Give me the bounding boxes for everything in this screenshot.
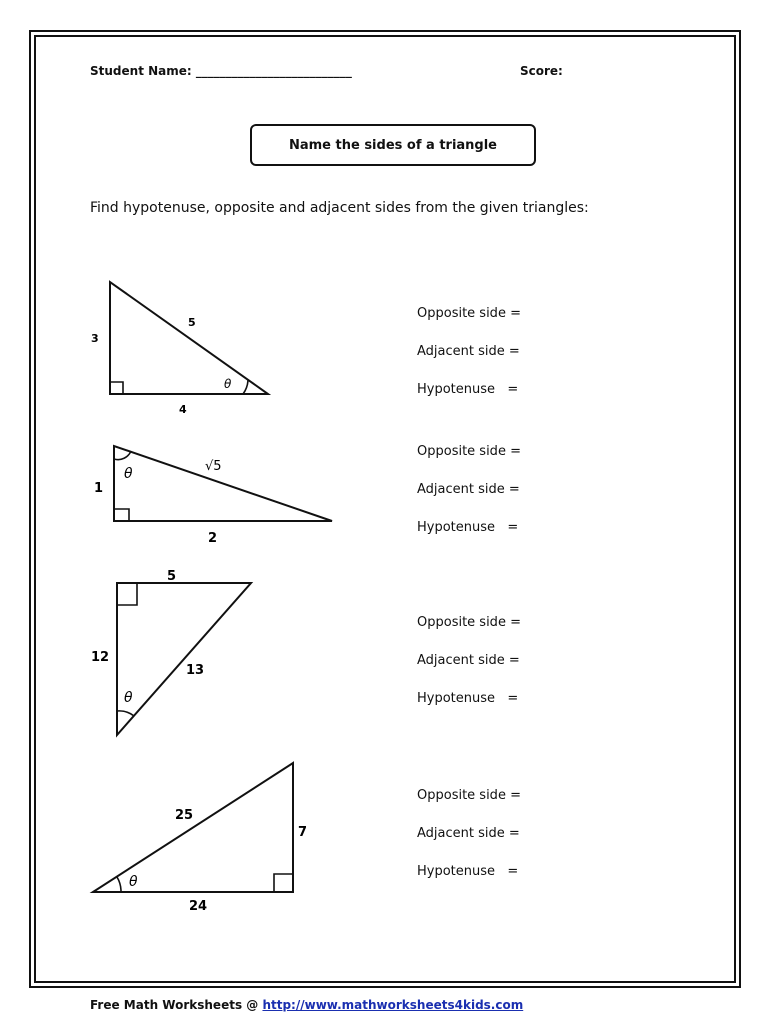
triangle-4-side-b: 7 (298, 825, 308, 840)
triangle-1-side-b: 5 (188, 316, 196, 329)
triangle-4 (93, 763, 293, 892)
right-angle-mark (110, 382, 123, 394)
answer-adjacent-1: Adjacent side = (417, 344, 520, 359)
footer-link[interactable]: http://www.mathworksheets4kids.com (262, 998, 524, 1012)
right-angle-mark (274, 874, 293, 892)
triangle-2 (114, 446, 332, 521)
triangle-3 (117, 583, 251, 735)
answer-opposite-1: Opposite side = (417, 306, 521, 321)
answer-adjacent-3: Adjacent side = (417, 653, 520, 668)
student-name-label: Student Name: (90, 64, 196, 78)
angle-arc (117, 711, 134, 716)
score-label: Score: (520, 64, 563, 78)
triangle-4-side-c: 24 (189, 899, 208, 914)
answer-adjacent-2: Adjacent side = (417, 482, 520, 497)
right-angle-mark (117, 583, 137, 605)
footer (90, 998, 523, 1012)
triangle-1 (110, 282, 268, 394)
student-name-blank: __________________________ (195, 64, 352, 78)
answer-opposite-4: Opposite side = (417, 788, 521, 803)
answer-hypotenuse-4: Hypotenuse = (417, 864, 519, 879)
worksheet-title: Name the sides of a triangle (250, 124, 536, 166)
triangle-2-side-c: 2 (208, 531, 218, 546)
triangle-2-side-b: √5 (205, 459, 222, 474)
triangle-1-shape (110, 282, 268, 394)
triangle-1-side-c: 4 (179, 403, 187, 416)
angle-arc (114, 451, 131, 460)
triangle-2-side-a: 1 (94, 481, 104, 496)
triangle-3-side-b: 12 (91, 650, 110, 665)
answer-hypotenuse-3: Hypotenuse = (417, 691, 519, 706)
instructions: Find hypotenuse, opposite and adjacent sides from the given triangles: (90, 200, 589, 216)
triangle-2-angle: θ (124, 466, 133, 482)
triangle-3-side-a: 5 (167, 569, 177, 584)
triangle-1-angle: θ (224, 377, 232, 391)
triangle-4-angle: θ (129, 874, 138, 890)
triangle-4-shape (93, 763, 293, 892)
triangle-1-side-a: 3 (91, 332, 99, 345)
footer-text: Free Math Worksheets @ (90, 998, 263, 1012)
triangle-4-side-a: 25 (175, 808, 194, 823)
triangle-3-angle: θ (124, 690, 133, 706)
answer-opposite-2: Opposite side = (417, 444, 521, 459)
answer-adjacent-4: Adjacent side = (417, 826, 520, 841)
right-angle-mark (114, 509, 129, 521)
triangle-2-shape (114, 446, 332, 521)
answer-hypotenuse-2: Hypotenuse = (417, 520, 519, 535)
angle-arc (243, 380, 248, 394)
triangle-3-side-c: 13 (186, 663, 205, 678)
angle-arc (117, 877, 121, 892)
answer-opposite-3: Opposite side = (417, 615, 521, 630)
answer-hypotenuse-1: Hypotenuse = (417, 382, 519, 397)
